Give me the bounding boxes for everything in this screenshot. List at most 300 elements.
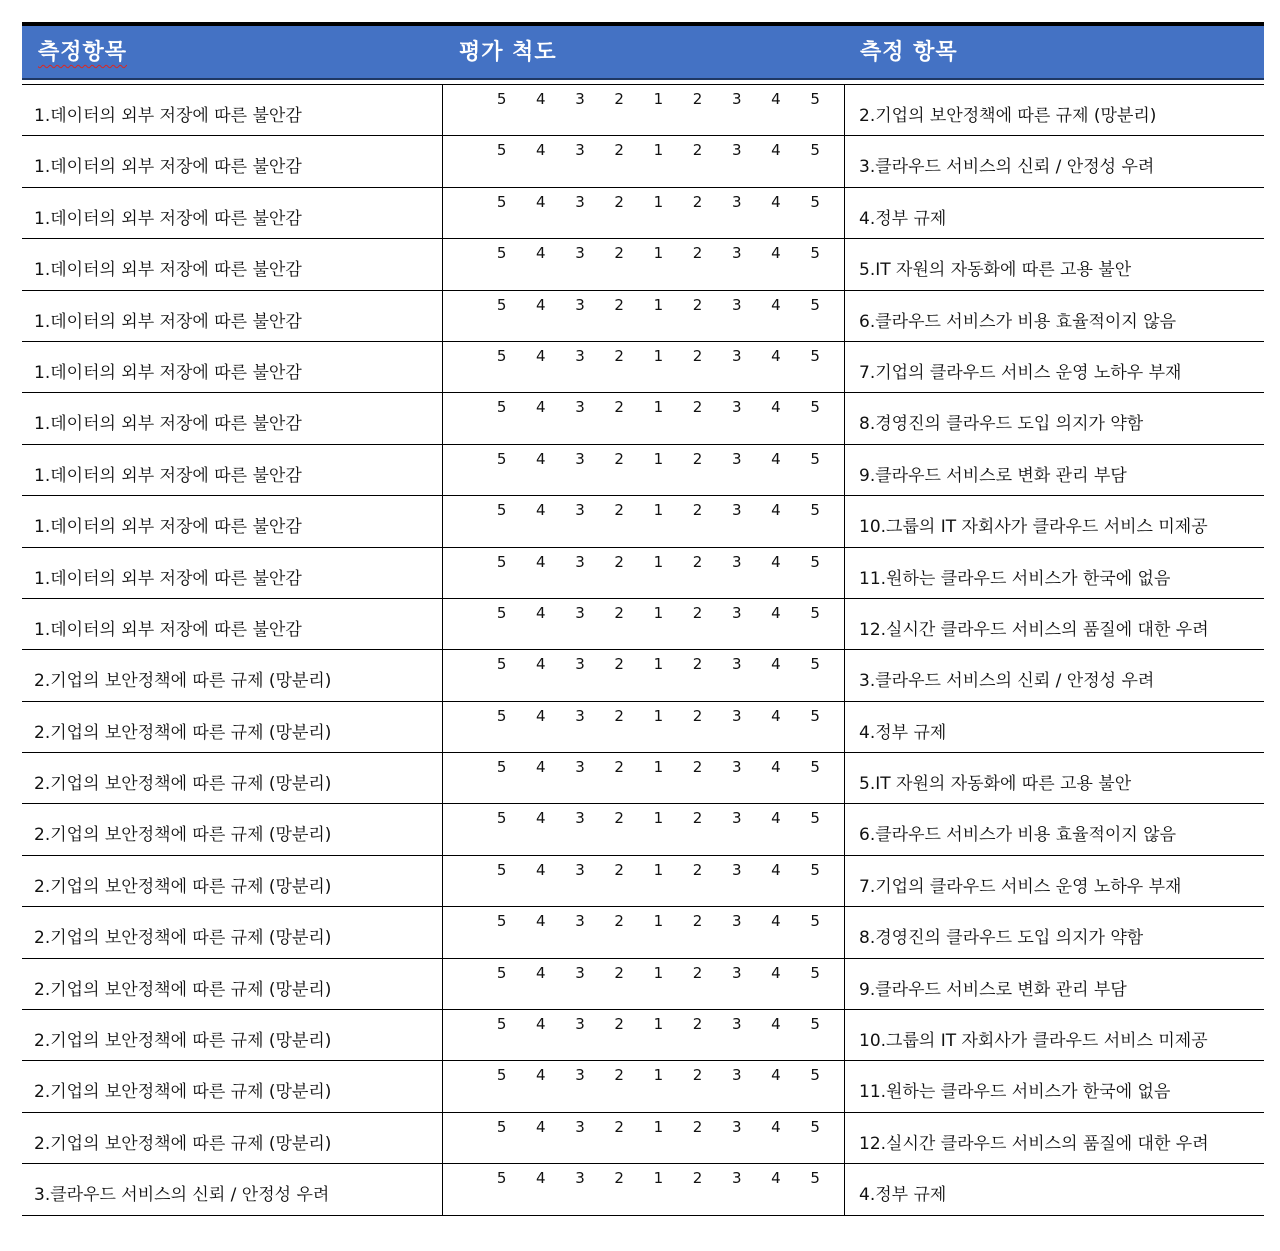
scale-option[interactable]: 3: [575, 192, 585, 211]
scale-option[interactable]: 2: [614, 963, 624, 982]
scale-option[interactable]: 5: [810, 706, 820, 725]
scale-option[interactable]: 3: [731, 449, 742, 468]
left-criterion: 1.데이터의 외부 저장에 따른 불안감: [22, 393, 443, 443]
table-row: [22, 239, 1264, 290]
scale-option[interactable]: 4: [536, 295, 546, 314]
scale-option[interactable]: 3: [731, 192, 742, 211]
right-criterion: 12.실시간 클라우드 서비스의 품질에 대한 우려: [859, 1133, 1209, 1154]
scale-option[interactable]: 5: [496, 655, 507, 674]
survey-document: [22, 22, 1264, 1216]
right-criterion: 5.IT 자원의 자동화에 따른 고용 불안: [859, 774, 1132, 795]
rating-scale: [482, 707, 835, 725]
scale-option[interactable]: 4: [771, 809, 781, 828]
scale-option[interactable]: 4: [771, 603, 781, 622]
scale-option[interactable]: 2: [614, 655, 624, 674]
table-row: [22, 804, 1264, 855]
scale-option[interactable]: 3: [575, 860, 585, 879]
scale-option[interactable]: 5: [810, 912, 820, 931]
scale-option[interactable]: 4: [771, 501, 781, 520]
rating-scale-cell: [443, 959, 845, 1009]
scale-option[interactable]: 4: [771, 1015, 781, 1034]
scale-option[interactable]: 2: [614, 1015, 624, 1034]
scale-option[interactable]: 1: [653, 449, 664, 468]
rating-scale: [482, 758, 835, 776]
scale-option[interactable]: 3: [731, 860, 742, 879]
scale-option[interactable]: 5: [496, 912, 507, 931]
scale-option[interactable]: 1: [653, 346, 664, 365]
rating-scale-cell: [443, 239, 845, 289]
scale-option[interactable]: 2: [692, 90, 703, 108]
rating-scale: [482, 141, 835, 159]
scale-option[interactable]: 3: [575, 758, 585, 777]
scale-option[interactable]: 4: [536, 912, 546, 931]
right-criterion: 6.클라우드 서비스가 비용 효율적이지 않음: [859, 825, 1177, 846]
scale-option[interactable]: 4: [771, 141, 781, 160]
rating-scale: [482, 296, 835, 314]
rating-scale-cell: [443, 1010, 845, 1060]
right-criterion: 3.클라우드 서비스의 신뢰 / 안정성 우려: [859, 671, 1155, 692]
scale-option[interactable]: 4: [536, 501, 546, 520]
scale-option[interactable]: 5: [810, 346, 820, 365]
scale-option[interactable]: 5: [810, 655, 820, 674]
scale-option[interactable]: 4: [536, 346, 546, 365]
scale-option[interactable]: 3: [575, 552, 585, 571]
scale-option[interactable]: 3: [731, 963, 742, 982]
table-row: [22, 1010, 1264, 1061]
rating-scale-cell: [443, 291, 845, 341]
scale-option[interactable]: 3: [731, 809, 742, 828]
left-criterion: 2.기업의 보안정책에 따른 규제 (망분리): [22, 804, 443, 854]
scale-option[interactable]: 4: [771, 90, 781, 108]
scale-option[interactable]: 4: [771, 963, 781, 982]
scale-option[interactable]: 1: [653, 90, 664, 108]
rating-scale: [482, 193, 835, 211]
right-criterion: 4.정부 규제: [859, 722, 947, 743]
rating-scale-cell: [443, 856, 845, 906]
rating-scale-cell: [443, 650, 845, 700]
scale-option[interactable]: 5: [496, 1015, 507, 1034]
scale-option[interactable]: 4: [536, 1169, 546, 1188]
scale-option[interactable]: 2: [692, 449, 703, 468]
scale-option[interactable]: 5: [810, 1066, 820, 1085]
left-criterion: 2.기업의 보안정책에 따른 규제 (망분리): [22, 1113, 443, 1163]
left-criterion: 2.기업의 보안정책에 따른 규제 (망분리): [22, 1061, 443, 1111]
scale-option[interactable]: 2: [692, 963, 703, 982]
scale-option[interactable]: 1: [653, 758, 664, 777]
rating-scale: [482, 1118, 835, 1136]
left-criterion: 2.기업의 보안정책에 따른 규제 (망분리): [22, 959, 443, 1009]
scale-option[interactable]: 5: [810, 1169, 820, 1188]
table-row: [22, 85, 1264, 136]
scale-option[interactable]: 3: [731, 1066, 742, 1085]
scale-option[interactable]: 5: [496, 346, 507, 365]
right-criterion: 6.클라우드 서비스가 비용 효율적이지 않음: [859, 311, 1177, 332]
scale-option[interactable]: 3: [575, 655, 585, 674]
scale-option[interactable]: 4: [771, 192, 781, 211]
right-criterion: 5.IT 자원의 자동화에 따른 고용 불안: [859, 260, 1132, 281]
rating-scale: [482, 347, 835, 365]
scale-option[interactable]: 3: [575, 963, 585, 982]
rating-scale-cell: [443, 907, 845, 957]
scale-option[interactable]: 5: [810, 295, 820, 314]
scale-option[interactable]: 2: [692, 244, 703, 263]
scale-option[interactable]: 2: [614, 758, 624, 777]
scale-option[interactable]: 1: [653, 655, 664, 674]
scale-option[interactable]: 2: [692, 295, 703, 314]
scale-option[interactable]: 5: [810, 603, 820, 622]
left-criterion: 2.기업의 보안정책에 따른 규제 (망분리): [22, 1010, 443, 1060]
scale-option[interactable]: 3: [731, 552, 742, 571]
table-row: [22, 548, 1264, 599]
scale-option[interactable]: 3: [575, 706, 585, 725]
scale-option[interactable]: 3: [575, 295, 585, 314]
scale-option[interactable]: 3: [575, 398, 585, 417]
scale-option[interactable]: 4: [536, 1117, 546, 1136]
scale-option[interactable]: 1: [653, 192, 664, 211]
scale-option[interactable]: 2: [692, 706, 703, 725]
right-criterion: 8.경영진의 클라우드 도입 의지가 약함: [859, 928, 1144, 949]
scale-option[interactable]: 2: [614, 552, 624, 571]
scale-option[interactable]: 5: [810, 501, 820, 520]
scale-option[interactable]: 2: [614, 449, 624, 468]
scale-option[interactable]: 5: [810, 1117, 820, 1136]
scale-option[interactable]: 4: [771, 449, 781, 468]
right-criterion: 8.경영진의 클라우드 도입 의지가 약함: [859, 414, 1144, 435]
scale-option[interactable]: 5: [496, 192, 507, 211]
scale-option[interactable]: 5: [496, 603, 507, 622]
scale-option[interactable]: 4: [536, 603, 546, 622]
scale-option[interactable]: 3: [575, 1066, 585, 1085]
scale-option[interactable]: 4: [771, 912, 781, 931]
scale-option[interactable]: 2: [614, 1117, 624, 1136]
scale-option[interactable]: 1: [653, 963, 664, 982]
scale-option[interactable]: 3: [575, 603, 585, 622]
scale-option[interactable]: 2: [692, 1015, 703, 1034]
scale-option[interactable]: 2: [614, 809, 624, 828]
left-criterion: 1.데이터의 외부 저장에 따른 불안감: [22, 188, 443, 238]
scale-option[interactable]: 5: [810, 1015, 820, 1034]
scale-option[interactable]: 3: [575, 1117, 585, 1136]
right-criterion: 7.기업의 클라우드 서비스 운영 노하우 부재: [859, 362, 1182, 383]
scale-option[interactable]: 4: [771, 860, 781, 879]
scale-option[interactable]: 2: [692, 398, 703, 417]
rating-scale: [482, 398, 835, 416]
scale-option[interactable]: 4: [536, 1015, 546, 1034]
scale-option[interactable]: 2: [692, 192, 703, 211]
scale-option[interactable]: 3: [731, 141, 742, 160]
scale-option[interactable]: 3: [575, 90, 585, 108]
rating-scale: [482, 604, 835, 622]
scale-option[interactable]: 4: [771, 295, 781, 314]
scale-option[interactable]: 4: [536, 398, 546, 417]
scale-option[interactable]: 2: [692, 346, 703, 365]
scale-option[interactable]: 5: [496, 449, 507, 468]
scale-option[interactable]: 3: [575, 141, 585, 160]
right-criterion: 3.클라우드 서비스의 신뢰 / 안정성 우려: [859, 157, 1155, 178]
scale-option[interactable]: 5: [496, 963, 507, 982]
scale-option[interactable]: 2: [692, 1169, 703, 1188]
scale-option[interactable]: 3: [731, 655, 742, 674]
scale-option[interactable]: 4: [536, 1066, 546, 1085]
left-criterion: 1.데이터의 외부 저장에 따른 불안감: [22, 136, 443, 186]
scale-option[interactable]: 4: [536, 655, 546, 674]
scale-option[interactable]: 2: [692, 1117, 703, 1136]
table-row: [22, 753, 1264, 804]
scale-option[interactable]: 2: [614, 398, 624, 417]
left-criterion: 1.데이터의 외부 저장에 따른 불안감: [22, 445, 443, 495]
scale-option[interactable]: 5: [810, 552, 820, 571]
scale-option[interactable]: 3: [731, 1117, 742, 1136]
scale-option[interactable]: 2: [614, 603, 624, 622]
scale-option[interactable]: 3: [575, 1015, 585, 1034]
rating-scale-cell: [443, 753, 845, 803]
right-criterion: 11.원하는 클라우드 서비스가 한국에 없음: [859, 1082, 1171, 1103]
scale-option[interactable]: 1: [653, 706, 664, 725]
rating-scale-cell: [443, 1164, 845, 1214]
scale-option[interactable]: 3: [731, 295, 742, 314]
right-criterion: 11.원하는 클라우드 서비스가 한국에 없음: [859, 568, 1171, 589]
scale-option[interactable]: 4: [536, 706, 546, 725]
rating-scale-cell: [443, 1113, 845, 1163]
right-criterion: 12.실시간 클라우드 서비스의 품질에 대한 우려: [859, 619, 1209, 640]
scale-option[interactable]: 5: [496, 295, 507, 314]
scale-option[interactable]: 2: [692, 603, 703, 622]
scale-option[interactable]: 4: [771, 552, 781, 571]
scale-option[interactable]: 4: [536, 758, 546, 777]
scale-option[interactable]: 4: [771, 655, 781, 674]
scale-option[interactable]: 3: [731, 1169, 742, 1188]
scale-option[interactable]: 1: [653, 809, 664, 828]
scale-option[interactable]: 2: [692, 912, 703, 931]
scale-option[interactable]: 2: [614, 501, 624, 520]
scale-option[interactable]: 1: [653, 1117, 664, 1136]
rating-scale-cell: [443, 445, 845, 495]
right-criterion: 9.클라우드 서비스로 변화 관리 부담: [859, 465, 1127, 486]
left-criterion: 1.데이터의 외부 저장에 따른 불안감: [22, 291, 443, 341]
right-criterion: 4.정부 규제: [859, 1185, 947, 1206]
scale-option[interactable]: 1: [653, 1169, 664, 1188]
rating-scale: [482, 1015, 835, 1033]
scale-option[interactable]: 1: [653, 244, 664, 263]
table-row: [22, 907, 1264, 958]
scale-option[interactable]: 2: [614, 706, 624, 725]
scale-option[interactable]: 3: [731, 706, 742, 725]
comparison-table: [22, 84, 1264, 1216]
scale-option[interactable]: 3: [731, 758, 742, 777]
rating-scale-cell: [443, 188, 845, 238]
scale-option[interactable]: 5: [496, 1169, 507, 1188]
table-row: [22, 393, 1264, 444]
scale-option[interactable]: 4: [536, 809, 546, 828]
scale-option[interactable]: 2: [614, 141, 624, 160]
rating-scale: [482, 655, 835, 673]
scale-option[interactable]: 5: [496, 501, 507, 520]
table-row: [22, 342, 1264, 393]
scale-option[interactable]: 5: [810, 963, 820, 982]
scale-option[interactable]: 4: [536, 90, 546, 108]
scale-option[interactable]: 5: [496, 552, 507, 571]
rating-scale-cell: [443, 136, 845, 186]
scale-option[interactable]: 3: [575, 1169, 585, 1188]
table-header: [22, 26, 1264, 80]
scale-option[interactable]: 1: [653, 141, 664, 160]
scale-option[interactable]: 3: [575, 244, 585, 263]
scale-option[interactable]: 3: [575, 346, 585, 365]
scale-option[interactable]: 5: [496, 860, 507, 879]
table-row: [22, 496, 1264, 547]
header-left: [38, 26, 127, 80]
scale-option[interactable]: 5: [496, 706, 507, 725]
scale-option[interactable]: 3: [575, 501, 585, 520]
scale-option[interactable]: 2: [614, 244, 624, 263]
scale-option[interactable]: 1: [653, 860, 664, 879]
rating-scale-cell: [443, 496, 845, 546]
scale-option[interactable]: 4: [536, 449, 546, 468]
scale-option[interactable]: 2: [614, 192, 624, 211]
scale-option[interactable]: 4: [536, 244, 546, 263]
scale-option[interactable]: 5: [496, 1066, 507, 1085]
scale-option[interactable]: 3: [731, 90, 742, 108]
right-criterion: 2.기업의 보안정책에 따른 규제 (망분리): [859, 106, 1157, 126]
left-criterion: 1.데이터의 외부 저장에 따른 불안감: [22, 599, 443, 649]
scale-option[interactable]: 3: [731, 346, 742, 365]
right-criterion: 4.정부 규제: [859, 208, 947, 229]
rating-scale-cell: [443, 85, 845, 135]
left-criterion: 2.기업의 보안정책에 따른 규제 (망분리): [22, 856, 443, 906]
scale-option[interactable]: 2: [692, 655, 703, 674]
table-row: [22, 959, 1264, 1010]
scale-option[interactable]: 3: [575, 912, 585, 931]
rating-scale: [482, 912, 835, 930]
scale-option[interactable]: 3: [731, 244, 742, 263]
scale-option[interactable]: 3: [731, 501, 742, 520]
rating-scale: [482, 809, 835, 827]
rating-scale: [482, 1169, 835, 1187]
scale-option[interactable]: 5: [496, 398, 507, 417]
scale-option[interactable]: 5: [810, 90, 820, 108]
scale-option[interactable]: 5: [810, 244, 820, 263]
scale-option[interactable]: 1: [653, 912, 664, 931]
scale-option[interactable]: 1: [653, 501, 664, 520]
scale-option[interactable]: 2: [614, 1169, 624, 1188]
scale-option[interactable]: 5: [496, 809, 507, 828]
scale-option[interactable]: 4: [771, 706, 781, 725]
scale-option[interactable]: 1: [653, 295, 664, 314]
scale-option[interactable]: 5: [810, 192, 820, 211]
scale-option[interactable]: 4: [536, 860, 546, 879]
right-criterion: 10.그룹의 IT 자회사가 클라우드 서비스 미제공: [859, 1031, 1208, 1052]
scale-option[interactable]: 2: [692, 860, 703, 879]
rating-scale-cell: [443, 1061, 845, 1111]
scale-option[interactable]: 2: [692, 758, 703, 777]
rating-scale: [482, 501, 835, 519]
left-criterion: 3.클라우드 서비스의 신뢰 / 안정성 우려: [22, 1164, 443, 1214]
scale-option[interactable]: 4: [771, 1066, 781, 1085]
scale-option[interactable]: 2: [692, 141, 703, 160]
scale-option[interactable]: 5: [810, 860, 820, 879]
rating-scale: [482, 244, 835, 262]
scale-option[interactable]: 2: [692, 809, 703, 828]
scale-option[interactable]: 5: [496, 758, 507, 777]
scale-option[interactable]: 4: [771, 346, 781, 365]
scale-option[interactable]: 4: [536, 192, 546, 211]
right-criterion: 9.클라우드 서비스로 변화 관리 부담: [859, 979, 1127, 1000]
scale-option[interactable]: 2: [614, 346, 624, 365]
left-criterion: 1.데이터의 외부 저장에 따른 불안감: [22, 548, 443, 598]
scale-option[interactable]: 4: [771, 244, 781, 263]
scale-option[interactable]: 5: [496, 244, 507, 263]
scale-option[interactable]: 3: [575, 809, 585, 828]
scale-option[interactable]: 5: [810, 398, 820, 417]
scale-option[interactable]: 1: [653, 1066, 664, 1085]
scale-option[interactable]: 3: [731, 398, 742, 417]
rating-scale-cell: [443, 599, 845, 649]
left-criterion: 1.데이터의 외부 저장에 따른 불안감: [22, 239, 443, 289]
scale-option[interactable]: 3: [731, 912, 742, 931]
rating-scale-cell: [443, 342, 845, 392]
scale-option[interactable]: 2: [692, 501, 703, 520]
scale-option[interactable]: 1: [653, 603, 664, 622]
table-row: [22, 136, 1264, 187]
left-criterion: 2.기업의 보안정책에 따른 규제 (망분리): [22, 907, 443, 957]
scale-option[interactable]: 3: [731, 603, 742, 622]
scale-option[interactable]: 2: [614, 90, 624, 108]
rating-scale: [482, 861, 835, 879]
left-criterion: 2.기업의 보안정책에 따른 규제 (망분리): [22, 702, 443, 752]
table-row: [22, 1061, 1264, 1112]
scale-option[interactable]: 4: [771, 1117, 781, 1136]
scale-option[interactable]: 4: [536, 963, 546, 982]
rating-scale: [482, 553, 835, 571]
rating-scale-cell: [443, 548, 845, 598]
scale-option[interactable]: 5: [496, 1117, 507, 1136]
table-row: [22, 291, 1264, 342]
table-row: [22, 650, 1264, 701]
scale-option[interactable]: 3: [731, 1015, 742, 1034]
rating-scale-cell: [443, 804, 845, 854]
table-row: [22, 856, 1264, 907]
scale-option[interactable]: 5: [496, 141, 507, 160]
scale-option[interactable]: 2: [614, 860, 624, 879]
scale-option[interactable]: 5: [810, 758, 820, 777]
scale-option[interactable]: 3: [575, 449, 585, 468]
scale-option[interactable]: 4: [771, 1169, 781, 1188]
table-row: [22, 188, 1264, 239]
scale-option[interactable]: 2: [692, 552, 703, 571]
scale-option[interactable]: 5: [810, 141, 820, 160]
rating-scale-cell: [443, 393, 845, 443]
scale-option[interactable]: 5: [810, 809, 820, 828]
rating-scale: [482, 90, 835, 108]
scale-option[interactable]: 4: [771, 758, 781, 777]
rating-scale: [482, 1066, 835, 1084]
table-row: [22, 1113, 1264, 1164]
scale-option[interactable]: 4: [536, 552, 546, 571]
scale-option[interactable]: 4: [536, 141, 546, 160]
scale-option[interactable]: 2: [692, 1066, 703, 1085]
left-criterion: 1.데이터의 외부 저장에 따른 불안감: [22, 496, 443, 546]
scale-option[interactable]: 1: [653, 552, 664, 571]
table-row: [22, 702, 1264, 753]
scale-option[interactable]: 2: [614, 295, 624, 314]
scale-option[interactable]: 1: [653, 398, 664, 417]
scale-option[interactable]: 1: [653, 1015, 664, 1034]
scale-option[interactable]: 5: [810, 449, 820, 468]
scale-option[interactable]: 2: [614, 912, 624, 931]
scale-option[interactable]: 4: [771, 398, 781, 417]
scale-option[interactable]: 5: [496, 90, 507, 108]
scale-option[interactable]: 2: [614, 1066, 624, 1085]
